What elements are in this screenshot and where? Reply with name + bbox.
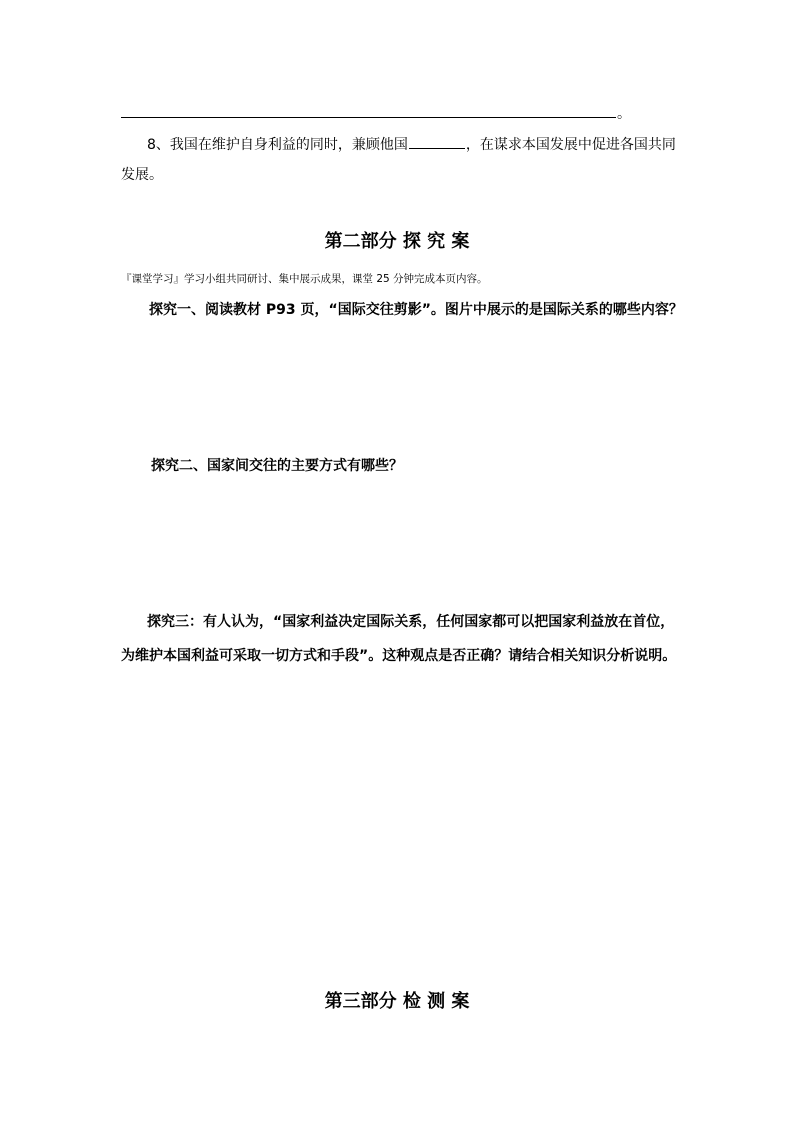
question-8-text-before-blank: 8、我国在维护自身利益的同时，兼顾他国 — [147, 137, 408, 153]
question-8-text-after-blank: ，在谋求本国发展中促进各国共同 — [465, 137, 676, 153]
inquiry-3-line-1: 探究三：有人认为，“国家利益决定国际关系，任何国家都可以把国家利益放在首位， — [147, 614, 675, 630]
part-3-title: 第三部分 检 测 案 — [324, 991, 470, 1012]
inquiry-1: 探究一、阅读教材 P93 页，“国际交往剪影”。图片中展示的是国际关系的哪些内容？ — [149, 302, 683, 318]
question-8-line-2: 发展。 — [121, 167, 163, 183]
classroom-study-note: 『课堂学习』学习小组共同研讨、集中展示成果，课堂 25 分钟完成本页内容。 — [121, 273, 488, 285]
inquiry-2: 探究二、国家间交往的主要方式有哪些？ — [151, 458, 403, 474]
question-8-blank[interactable] — [409, 134, 465, 149]
answer-fill-line — [121, 117, 616, 118]
answer-line-end-mark: 。 — [617, 106, 631, 122]
question-8-line-1 — [147, 134, 676, 155]
inquiry-3-line-2: 为维护本国利益可采取一切方式和手段”。这种观点是否正确？请结合相关知识分析说明。 — [121, 648, 677, 664]
part-2-title: 第二部分 探 究 案 — [324, 231, 470, 252]
